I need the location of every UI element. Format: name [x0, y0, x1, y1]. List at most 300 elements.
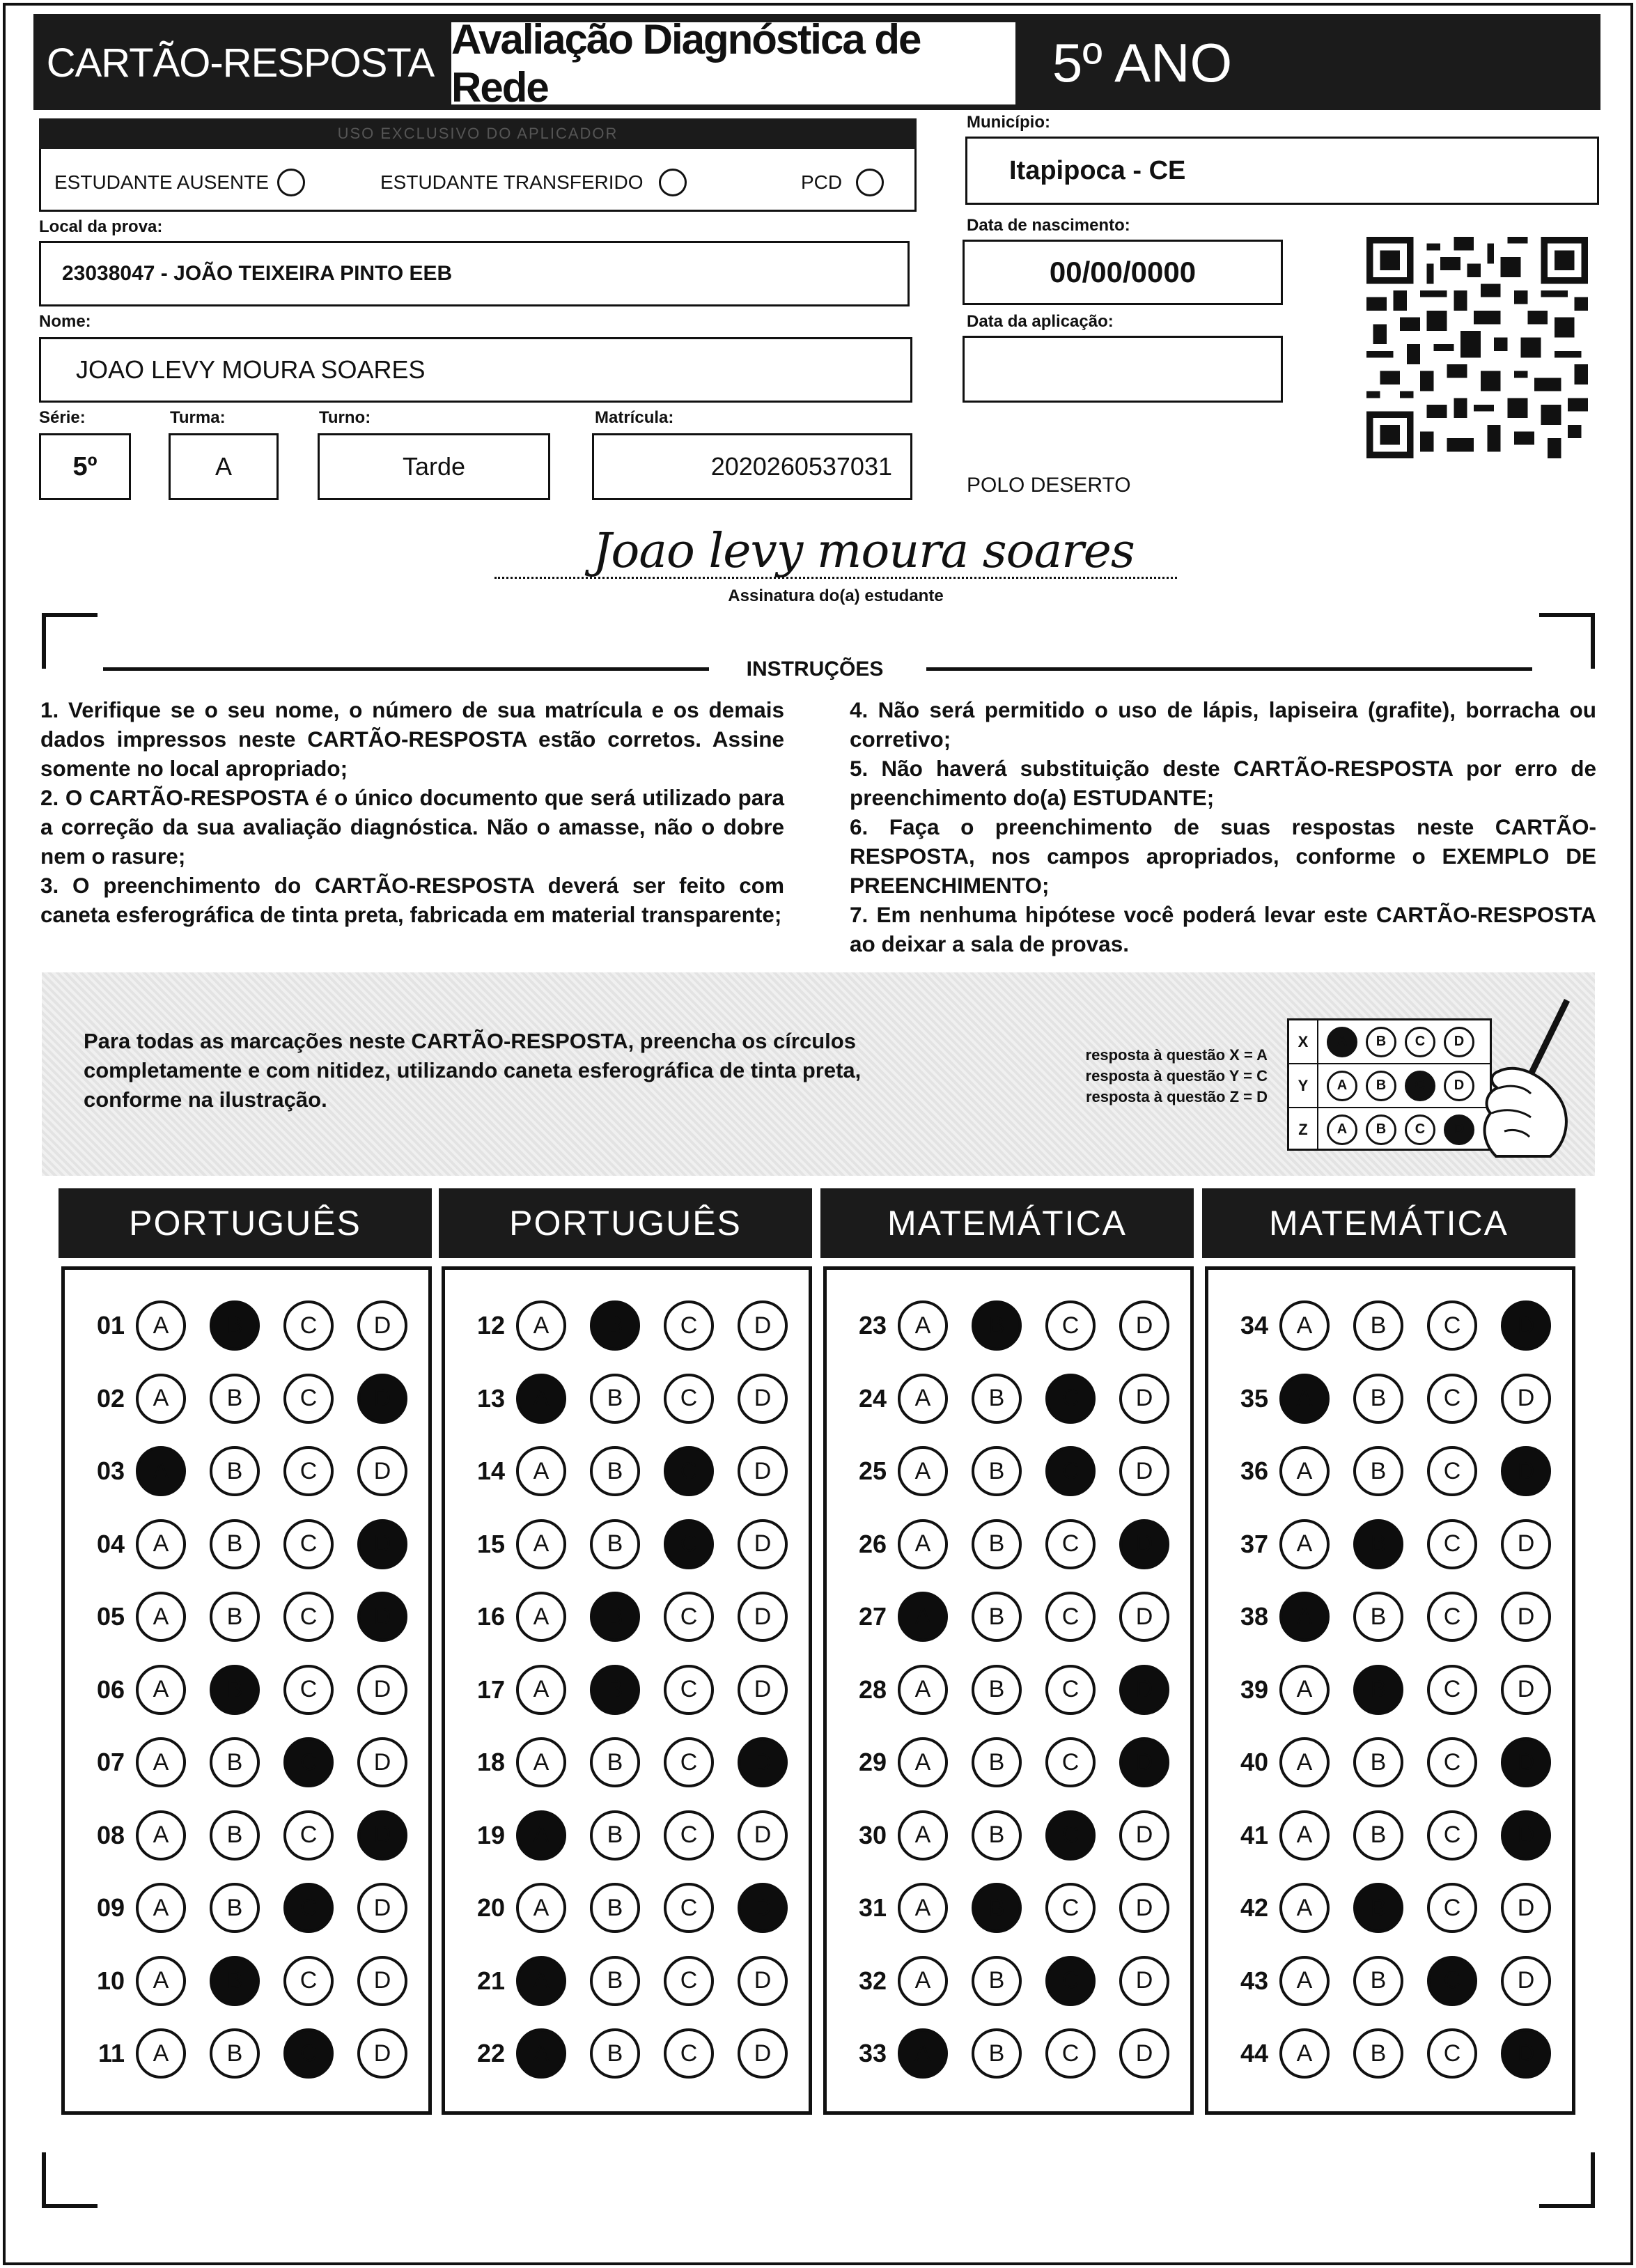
question-number: 40	[1240, 1748, 1268, 1777]
answer-bubble-d[interactable]: D	[1501, 1300, 1551, 1351]
answer-bubble-d[interactable]: D	[738, 1883, 788, 1933]
answer-bubble-a[interactable]: A	[516, 1519, 566, 1569]
answer-bubble-d[interactable]: D	[1501, 1665, 1551, 1715]
question-row	[842, 1435, 1190, 1508]
answer-bubble-a[interactable]: A	[898, 1446, 948, 1496]
answer-bubble-a[interactable]: A	[1279, 1737, 1330, 1787]
question-row	[80, 1799, 428, 1872]
option-absent-bubble[interactable]	[277, 169, 305, 196]
subject-header: PORTUGUÊS	[59, 1188, 432, 1258]
answer-bubble-b[interactable]: B	[210, 1374, 260, 1424]
answer-bubble-b[interactable]: B	[590, 1956, 640, 2006]
example-bubble: A	[1327, 1071, 1357, 1101]
answer-bubble-d[interactable]: D	[357, 1300, 407, 1351]
answer-bubble-a[interactable]: A	[898, 1592, 948, 1642]
answer-bubble-c[interactable]: C	[1045, 1665, 1096, 1715]
answer-bubble-c[interactable]: C	[1427, 1519, 1477, 1569]
example-bubble: A	[1327, 1114, 1357, 1145]
answer-bubble-b[interactable]: B	[590, 1883, 640, 1933]
answer-bubble-d[interactable]: D	[1501, 1883, 1551, 1933]
answer-bubble-b[interactable]: B	[972, 1446, 1022, 1496]
example-row	[1289, 1020, 1490, 1064]
answer-bubble-c[interactable]: C	[1427, 1300, 1477, 1351]
answer-bubble-a[interactable]: A	[898, 1810, 948, 1861]
answer-bubble-d[interactable]: D	[738, 2028, 788, 2079]
answer-bubble-d[interactable]: D	[738, 1956, 788, 2006]
answer-bubble-b[interactable]: B	[1353, 1737, 1403, 1787]
hand-pen-icon	[1463, 995, 1574, 1162]
answer-bubble-a[interactable]: A	[136, 1519, 186, 1569]
answer-bubble-d[interactable]: D	[357, 1592, 407, 1642]
answer-bubble-d[interactable]: D	[357, 1737, 407, 1787]
answer-bubble-b[interactable]: B	[1353, 2028, 1403, 2079]
question-row	[842, 1799, 1190, 1872]
answer-bubble-c[interactable]: C	[1045, 1300, 1096, 1351]
answer-bubble-c[interactable]: C	[664, 1810, 714, 1861]
question-number: 44	[1240, 2039, 1268, 2068]
answer-bubble-a[interactable]: A	[136, 1374, 186, 1424]
answer-bubble-d[interactable]: D	[1119, 1956, 1169, 2006]
answer-panel	[823, 1266, 1194, 2115]
answer-bubble-b[interactable]: B	[972, 1883, 1022, 1933]
instruction-2: 2. O CARTÃO-RESPOSTA é o único documento que será utilizado para a correção da sua avaliação diagnóstica. Não o amasse, não o dobre nem o rasure;	[40, 785, 784, 869]
answer-bubble-d[interactable]: D	[1119, 1446, 1169, 1496]
answer-bubble-a[interactable]: A	[516, 2028, 566, 2079]
answer-bubble-b[interactable]: B	[972, 1665, 1022, 1715]
answer-bubble-a[interactable]: A	[898, 1956, 948, 2006]
answer-bubble-d[interactable]: D	[1501, 2028, 1551, 2079]
answer-bubble-d[interactable]: D	[1501, 1956, 1551, 2006]
option-pcd-bubble[interactable]	[856, 169, 884, 196]
answer-bubble-c[interactable]: C	[1045, 1810, 1096, 1861]
answer-bubble-c[interactable]: C	[283, 1810, 334, 1861]
question-number: 35	[1240, 1383, 1268, 1413]
question-row	[842, 1726, 1190, 1799]
answer-bubble-d[interactable]: D	[1119, 1665, 1169, 1715]
answer-bubble-a[interactable]: A	[136, 1810, 186, 1861]
answer-bubble-c[interactable]: C	[1045, 1737, 1096, 1787]
instruction-6: 6. Faça o preenchimento de suas respostas neste CARTÃO-RESPOSTA, nos campos apropriados, conforme o EXEMPLO DE PREENCHIMENTO;	[850, 814, 1596, 898]
answer-bubble-a[interactable]: A	[516, 1737, 566, 1787]
question-number: 06	[96, 1675, 125, 1704]
municipio-label: Município:	[967, 113, 1050, 132]
corner-mark-top-right	[1539, 613, 1595, 669]
answer-bubble-b[interactable]: B	[972, 1519, 1022, 1569]
turno-label: Turno:	[319, 408, 371, 427]
grade-label: 5º ANO	[1052, 31, 1233, 93]
answer-bubble-a[interactable]: A	[136, 1665, 186, 1715]
instruction-3: 3. O preenchimento do CARTÃO-RESPOSTA deverá ser feito com caneta esferográfica de tinta preta, fabricada em material transparente;	[40, 873, 784, 927]
answer-bubble-d[interactable]: D	[1501, 1374, 1551, 1424]
application-date-field	[963, 336, 1283, 403]
answer-bubble-a[interactable]: A	[136, 1883, 186, 1933]
corner-mark-bottom-left	[42, 2152, 98, 2208]
local-label: Local da prova:	[39, 217, 163, 236]
answer-bubble-b[interactable]: B	[210, 1883, 260, 1933]
answer-bubble-a[interactable]: A	[1279, 1956, 1330, 2006]
answer-bubble-c[interactable]: C	[283, 1956, 334, 2006]
answer-bubble-b[interactable]: B	[1353, 1300, 1403, 1351]
question-row	[1224, 1580, 1572, 1654]
corner-mark-bottom-right	[1539, 2152, 1595, 2208]
matricula-label: Matrícula:	[595, 408, 674, 427]
answer-bubble-a[interactable]: A	[136, 1737, 186, 1787]
instruction-4: 4. Não será permitido o uso de lápis, lapiseira (grafite), borracha ou corretivo;	[850, 697, 1596, 752]
answer-bubble-b[interactable]: B	[210, 1810, 260, 1861]
question-row	[80, 2017, 428, 2090]
answer-bubble-c[interactable]: C	[1045, 2028, 1096, 2079]
birthdate-field: 00/00/0000	[963, 240, 1283, 305]
answer-bubble-c[interactable]: C	[664, 1737, 714, 1787]
question-row	[1224, 1362, 1572, 1436]
answer-bubble-a[interactable]: A	[136, 1592, 186, 1642]
answer-bubble-c[interactable]: C	[664, 1956, 714, 2006]
answer-bubble-c[interactable]: C	[1045, 1374, 1096, 1424]
answer-bubble-b[interactable]: B	[1353, 1883, 1403, 1933]
answer-bubble-c[interactable]: C	[664, 1374, 714, 1424]
example-row-label: X	[1289, 1020, 1318, 1063]
answer-bubble-c[interactable]: C	[283, 2028, 334, 2079]
answer-bubble-b[interactable]: B	[210, 1665, 260, 1715]
answer-bubble-a[interactable]: A	[1279, 1300, 1330, 1351]
answer-bubble-c[interactable]: C	[1427, 1374, 1477, 1424]
question-number: 08	[96, 1820, 125, 1849]
question-row	[460, 1799, 809, 1872]
question-row	[1224, 1726, 1572, 1799]
answer-bubble-a[interactable]: A	[516, 1665, 566, 1715]
question-number: 16	[476, 1602, 505, 1631]
answer-bubble-c[interactable]: C	[283, 1374, 334, 1424]
answer-bubble-a[interactable]: A	[898, 1519, 948, 1569]
answer-bubble-b[interactable]: B	[210, 1300, 260, 1351]
answer-bubble-c[interactable]: C	[1427, 1883, 1477, 1933]
answer-bubble-b[interactable]: B	[1353, 1956, 1403, 2006]
answer-bubble-d[interactable]: D	[738, 1300, 788, 1351]
answer-bubble-d[interactable]: D	[1501, 1519, 1551, 1569]
answer-bubble-d[interactable]: D	[738, 1665, 788, 1715]
answer-bubble-a[interactable]: A	[516, 1446, 566, 1496]
answer-bubble-a[interactable]: A	[516, 1883, 566, 1933]
answer-bubble-b[interactable]: B	[972, 1737, 1022, 1787]
answer-bubble-d[interactable]: D	[357, 2028, 407, 2079]
answer-bubble-d[interactable]: D	[1119, 1519, 1169, 1569]
answer-bubble-b[interactable]: B	[590, 1374, 640, 1424]
answer-bubble-a[interactable]: A	[136, 1300, 186, 1351]
answer-bubble-d[interactable]: D	[357, 1374, 407, 1424]
answer-bubble-b[interactable]: B	[590, 1519, 640, 1569]
name-field: JOAO LEVY MOURA SOARES	[39, 337, 912, 403]
question-row	[460, 2017, 809, 2090]
answer-bubble-b[interactable]: B	[972, 1810, 1022, 1861]
answer-bubble-d[interactable]: D	[357, 1956, 407, 2006]
answer-bubble-b[interactable]: B	[972, 1374, 1022, 1424]
answer-bubble-a[interactable]: A	[1279, 1592, 1330, 1642]
answer-bubble-a[interactable]: A	[136, 1446, 186, 1496]
example-legend-x: resposta à questão X = A	[1085, 1046, 1268, 1064]
answer-bubble-a[interactable]: A	[136, 1956, 186, 2006]
answer-bubble-c[interactable]: C	[664, 1665, 714, 1715]
answer-bubble-c[interactable]: C	[664, 1592, 714, 1642]
answer-bubble-d[interactable]: D	[1501, 1810, 1551, 1861]
answer-bubble-d[interactable]: D	[1119, 1737, 1169, 1787]
turma-field: A	[169, 433, 279, 500]
example-legend	[1003, 1045, 1268, 1108]
question-number: 18	[476, 1748, 505, 1777]
answer-bubble-d[interactable]: D	[357, 1519, 407, 1569]
question-number: 32	[858, 1966, 887, 1995]
answer-bubble-b[interactable]: B	[590, 1592, 640, 1642]
answer-bubble-b[interactable]: B	[590, 1446, 640, 1496]
answer-bubble-b[interactable]: B	[210, 1592, 260, 1642]
question-number: 41	[1240, 1820, 1268, 1849]
question-number: 02	[96, 1383, 125, 1413]
answer-bubble-c[interactable]: C	[283, 1300, 334, 1351]
local-field: 23038047 - JOÃO TEIXEIRA PINTO EEB	[39, 241, 910, 306]
option-absent[interactable]	[54, 164, 305, 201]
answer-bubble-a[interactable]: A	[1279, 2028, 1330, 2079]
question-row	[80, 1580, 428, 1654]
answer-bubble-c[interactable]: C	[1045, 1592, 1096, 1642]
question-number: 07	[96, 1748, 125, 1777]
answer-bubble-d[interactable]: D	[1501, 1592, 1551, 1642]
answer-bubble-b[interactable]: B	[210, 1519, 260, 1569]
example-bubble: B	[1366, 1114, 1396, 1145]
name-label: Nome:	[39, 312, 91, 331]
instructions-rule-left	[103, 667, 709, 671]
answer-bubble-b[interactable]: B	[1353, 1446, 1403, 1496]
answer-bubble-a[interactable]: A	[516, 1300, 566, 1351]
answer-bubble-c[interactable]: C	[1045, 1956, 1096, 2006]
answer-bubble-a[interactable]: A	[1279, 1810, 1330, 1861]
answer-bubble-b[interactable]: B	[210, 2028, 260, 2079]
answer-bubble-c[interactable]: C	[664, 1300, 714, 1351]
answer-bubble-c[interactable]: C	[283, 1883, 334, 1933]
answer-bubble-d[interactable]: D	[357, 1446, 407, 1496]
answer-bubble-b[interactable]: B	[590, 1300, 640, 1351]
question-number: 26	[858, 1529, 887, 1558]
answer-bubble-c[interactable]: C	[1427, 1446, 1477, 1496]
answer-bubble-b[interactable]: B	[210, 1956, 260, 2006]
option-transferred[interactable]	[380, 164, 687, 201]
answer-bubble-c[interactable]: C	[283, 1446, 334, 1496]
turma-label: Turma:	[170, 408, 226, 427]
answer-bubble-c[interactable]: C	[664, 1519, 714, 1569]
subject-header: MATEMÁTICA	[820, 1188, 1194, 1258]
header-title: CARTÃO-RESPOSTA	[46, 40, 435, 86]
answer-bubble-c[interactable]: C	[664, 2028, 714, 2079]
answer-bubble-b[interactable]: B	[972, 1300, 1022, 1351]
answer-bubble-d[interactable]: D	[1501, 1446, 1551, 1496]
question-row	[80, 1945, 428, 2018]
example-bubble: C	[1405, 1071, 1435, 1101]
example-bubble: C	[1405, 1114, 1435, 1145]
option-pcd-label: PCD	[801, 171, 843, 193]
question-row	[842, 1289, 1190, 1362]
question-number: 43	[1240, 1966, 1268, 1995]
question-number: 19	[476, 1820, 505, 1849]
question-number: 05	[96, 1602, 125, 1631]
answer-bubble-c[interactable]: C	[283, 1592, 334, 1642]
applicator-heading: USO EXCLUSIVO DO APLICADOR	[39, 118, 917, 149]
instruction-5: 5. Não haverá substituição deste CARTÃO-RESPOSTA por erro de preenchimento do(a) ESTUDANTE;	[850, 756, 1596, 810]
answer-bubble-d[interactable]: D	[1119, 1810, 1169, 1861]
question-row	[460, 1362, 809, 1436]
answer-bubble-b[interactable]: B	[1353, 1810, 1403, 1861]
answer-bubble-d[interactable]: D	[738, 1737, 788, 1787]
option-transferred-label: ESTUDANTE TRANSFERIDO	[380, 171, 644, 193]
question-row	[460, 1726, 809, 1799]
answer-bubble-b[interactable]: B	[590, 1810, 640, 1861]
answer-bubble-c[interactable]: C	[1427, 1665, 1477, 1715]
answer-bubble-c[interactable]: C	[1427, 1956, 1477, 2006]
question-row	[1224, 1945, 1572, 2018]
answer-bubble-a[interactable]: A	[516, 1956, 566, 2006]
answer-bubble-d[interactable]: D	[1119, 2028, 1169, 2079]
answer-bubble-c[interactable]: C	[1427, 1592, 1477, 1642]
option-transferred-bubble[interactable]	[659, 169, 687, 196]
question-number: 24	[858, 1383, 887, 1413]
answer-bubble-c[interactable]: C	[1045, 1446, 1096, 1496]
answer-bubble-b[interactable]: B	[972, 1956, 1022, 2006]
example-bubble: B	[1366, 1071, 1396, 1101]
example-legend-y: resposta à questão Y = C	[1085, 1067, 1268, 1085]
question-row	[460, 1945, 809, 2018]
question-number: 14	[476, 1457, 505, 1486]
answer-bubble-b[interactable]: B	[210, 1446, 260, 1496]
example-text: Para todas as marcações neste CARTÃO-RESPOSTA, preencha os círculos completamente e com nitidez, utilizando caneta esferográfica de tinta preta, conforme na ilustração.	[84, 1029, 862, 1112]
question-number: 17	[476, 1675, 505, 1704]
example-row	[1289, 1064, 1490, 1108]
answer-bubble-a[interactable]: A	[516, 1592, 566, 1642]
birthdate-label: Data de nascimento:	[967, 216, 1130, 235]
instructions-right	[850, 695, 1596, 958]
answer-bubble-d[interactable]: D	[357, 1883, 407, 1933]
answer-bubble-a[interactable]: A	[898, 1374, 948, 1424]
question-number: 01	[96, 1311, 125, 1340]
application-date-label: Data da aplicação:	[967, 312, 1114, 331]
question-row	[80, 1508, 428, 1581]
answer-bubble-d[interactable]: D	[1501, 1737, 1551, 1787]
answer-bubble-c[interactable]: C	[283, 1519, 334, 1569]
answer-bubble-b[interactable]: B	[1353, 1592, 1403, 1642]
question-number: 20	[476, 1893, 505, 1923]
answer-bubble-c[interactable]: C	[283, 1737, 334, 1787]
answer-bubble-d[interactable]: D	[357, 1810, 407, 1861]
question-number: 30	[858, 1820, 887, 1849]
answer-panel	[61, 1266, 432, 2115]
answer-bubble-d[interactable]: D	[738, 1374, 788, 1424]
answer-bubble-b[interactable]: B	[1353, 1665, 1403, 1715]
question-row	[80, 1435, 428, 1508]
answer-bubble-a[interactable]: A	[516, 1810, 566, 1861]
question-row	[842, 1654, 1190, 1727]
answer-bubble-d[interactable]: D	[1119, 1300, 1169, 1351]
question-row	[842, 1580, 1190, 1654]
instruction-7: 7. Em nenhuma hipótese você poderá levar este CARTÃO-RESPOSTA ao deixar a sala de provas.	[850, 902, 1596, 956]
answer-bubble-d[interactable]: D	[738, 1592, 788, 1642]
instructions-rule-right	[926, 667, 1532, 671]
example-row-label: Z	[1289, 1108, 1318, 1151]
question-number: 42	[1240, 1893, 1268, 1923]
question-row	[1224, 1654, 1572, 1727]
example-row-label: Y	[1289, 1064, 1318, 1107]
answer-bubble-c[interactable]: C	[664, 1446, 714, 1496]
answer-bubble-a[interactable]: A	[898, 1883, 948, 1933]
answer-bubble-a[interactable]: A	[898, 1665, 948, 1715]
corner-mark-top-left	[42, 613, 98, 669]
answer-bubble-c[interactable]: C	[664, 1883, 714, 1933]
example-bubble: D	[1444, 1027, 1474, 1057]
answer-bubble-a[interactable]: A	[1279, 1374, 1330, 1424]
subject-header: PORTUGUÊS	[439, 1188, 812, 1258]
answer-bubble-d[interactable]: D	[357, 1665, 407, 1715]
question-row	[460, 1580, 809, 1654]
answer-bubble-b[interactable]: B	[972, 1592, 1022, 1642]
question-row	[842, 1872, 1190, 1945]
question-number: 22	[476, 2039, 505, 2068]
answer-bubble-a[interactable]: A	[516, 1374, 566, 1424]
answer-bubble-a[interactable]: A	[1279, 1519, 1330, 1569]
municipio-field: Itapipoca - CE	[965, 137, 1599, 205]
answer-bubble-b[interactable]: B	[1353, 1374, 1403, 1424]
answer-bubble-b[interactable]: B	[590, 2028, 640, 2079]
answer-bubble-a[interactable]: A	[898, 1300, 948, 1351]
question-row	[1224, 1508, 1572, 1581]
question-row	[1224, 2017, 1572, 2090]
question-number: 29	[858, 1748, 887, 1777]
answer-bubble-b[interactable]: B	[590, 1737, 640, 1787]
answer-bubble-a[interactable]: A	[136, 2028, 186, 2079]
answer-bubble-b[interactable]: B	[972, 2028, 1022, 2079]
answer-bubble-a[interactable]: A	[1279, 1665, 1330, 1715]
answer-bubble-c[interactable]: C	[1427, 2028, 1477, 2079]
question-row	[460, 1654, 809, 1727]
answer-bubble-a[interactable]: A	[1279, 1883, 1330, 1933]
example-legend-z: resposta à questão Z = D	[1085, 1088, 1268, 1105]
question-row	[1224, 1435, 1572, 1508]
option-pcd[interactable]	[801, 164, 884, 201]
answer-bubble-a[interactable]: A	[898, 1737, 948, 1787]
example-bubble: C	[1405, 1027, 1435, 1057]
answer-bubble-a[interactable]: A	[898, 2028, 948, 2079]
answer-bubble-c[interactable]: C	[283, 1665, 334, 1715]
answer-bubble-d[interactable]: D	[1119, 1883, 1169, 1933]
question-row	[460, 1289, 809, 1362]
question-number: 25	[858, 1457, 887, 1486]
answer-bubble-d[interactable]: D	[738, 1446, 788, 1496]
answer-bubble-c[interactable]: C	[1427, 1810, 1477, 1861]
answer-bubble-d[interactable]: D	[738, 1519, 788, 1569]
question-row	[80, 1289, 428, 1362]
exam-name: Avaliação Diagnóstica de Rede	[451, 22, 1015, 104]
question-row	[842, 2017, 1190, 2090]
answer-bubble-d[interactable]: D	[1119, 1592, 1169, 1642]
answer-bubble-b[interactable]: B	[210, 1737, 260, 1787]
question-number: 15	[476, 1529, 505, 1558]
answer-bubble-b[interactable]: B	[1353, 1519, 1403, 1569]
answer-bubble-d[interactable]: D	[1119, 1374, 1169, 1424]
signature-caption: Assinatura do(a) estudante	[728, 587, 944, 605]
answer-bubble-c[interactable]: C	[1045, 1519, 1096, 1569]
answer-bubble-a[interactable]: A	[1279, 1446, 1330, 1496]
answer-bubble-c[interactable]: C	[1427, 1737, 1477, 1787]
question-number: 10	[96, 1966, 125, 1995]
answer-bubble-c[interactable]: C	[1045, 1883, 1096, 1933]
question-row	[80, 1726, 428, 1799]
question-number: 09	[96, 1893, 125, 1923]
answer-bubble-d[interactable]: D	[738, 1810, 788, 1861]
answer-bubble-b[interactable]: B	[590, 1665, 640, 1715]
